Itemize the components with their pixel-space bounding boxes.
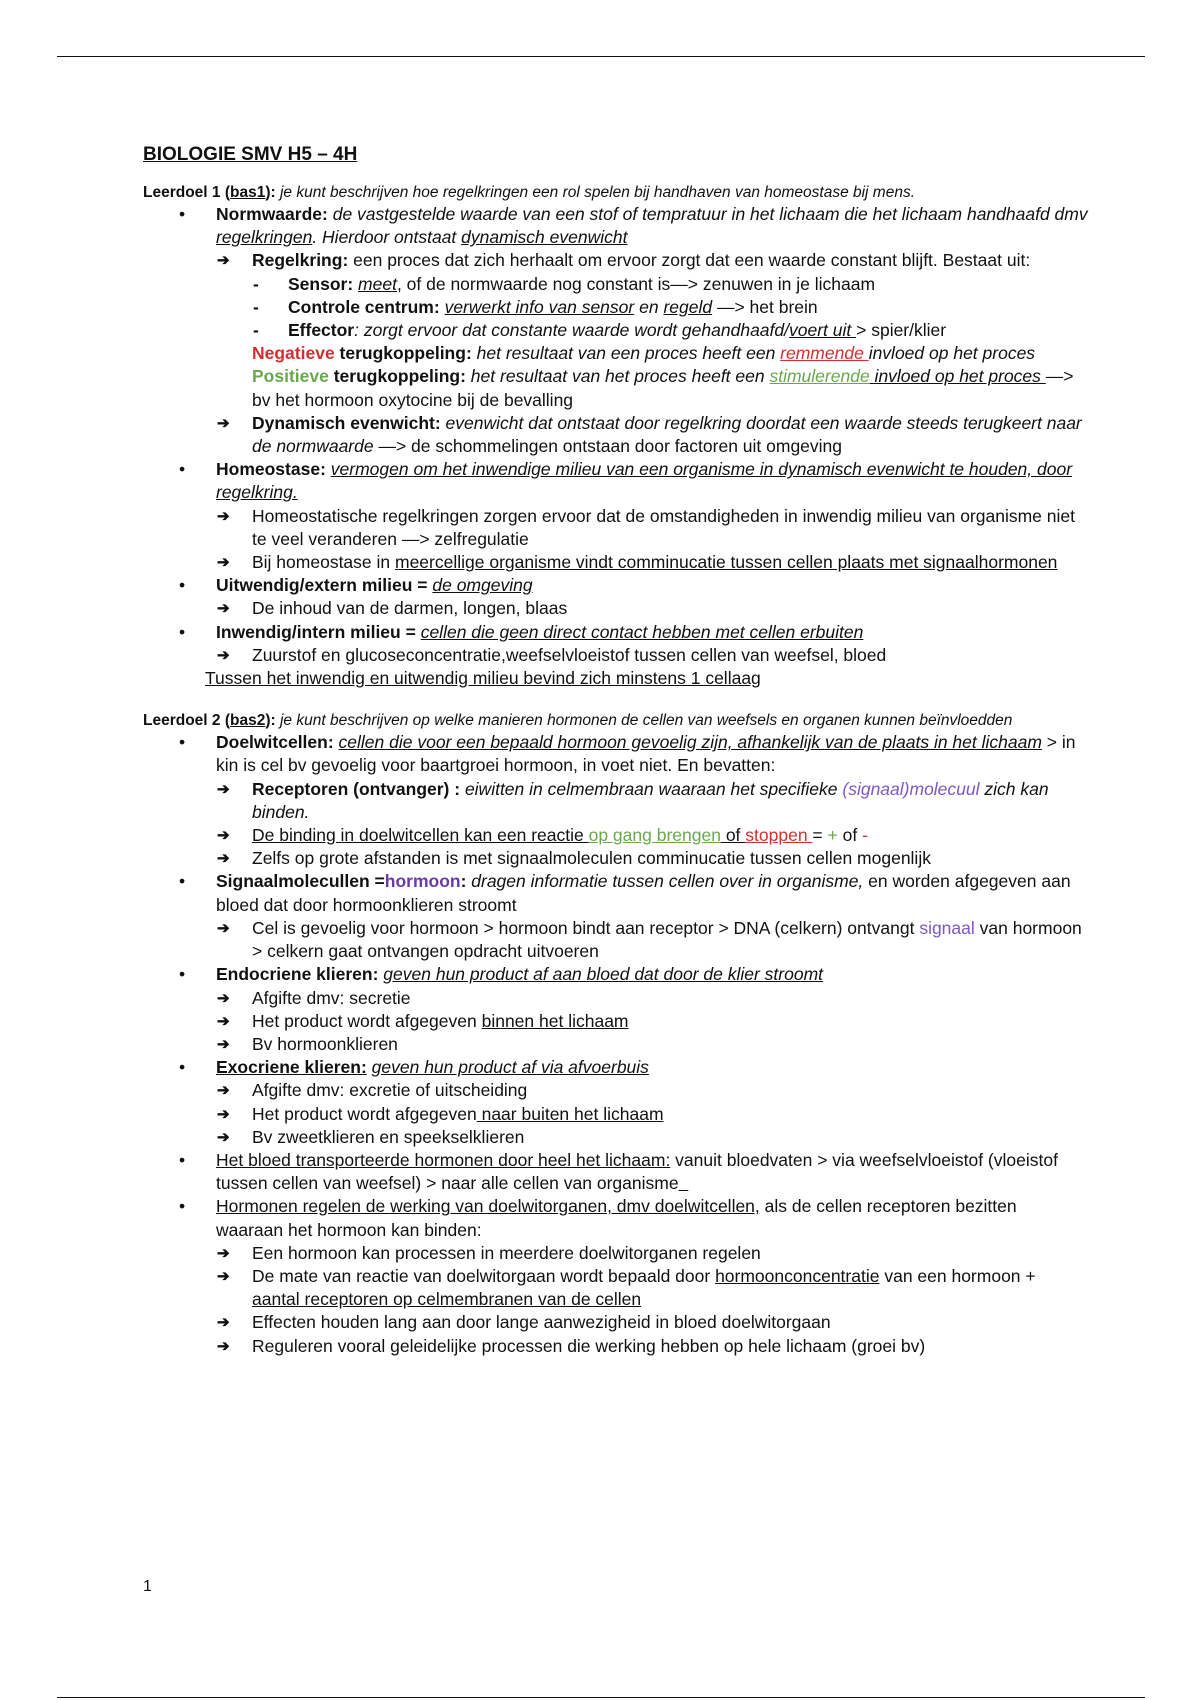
page-number: 1 <box>143 1578 152 1595</box>
hormonen-sub-4: ➔ Reguleren vooral geleidelijke processen die werking hebben op hele lichaam (groei bv) <box>143 1335 1088 1358</box>
hormonen-sub-1: ➔ Een hormoon kan processen in meerdere doelwitorganen regelen <box>143 1242 1088 1265</box>
footer-rule <box>57 1697 1145 1698</box>
binding-item: ➔ De binding in doelwitcellen kan een reactie op gang brengen of stoppen = + of - <box>143 824 1088 847</box>
doelwitcellen-item: • Doelwitcellen: cellen die voor een bepaald hormoon gevoelig zijn, afhankelijk van de plaats in het lichaam > in kin is cel bv gevoelig voor baartgroei hormoon, in voet niet. En bevatten: <box>143 731 1088 777</box>
exocriene-sub-2: ➔ Het product wordt afgegeven naar buiten het lichaam <box>143 1103 1088 1126</box>
bloed-transport-item: • Het bloed transporteerde hormonen door heel het lichaam: vanuit bloedvaten > via weefselvloeistof (vloeistof tussen cellen van weefsel) > naar alle cellen van organisme <box>143 1149 1088 1195</box>
effector-item: - Effector: zorgt ervoor dat constante waarde wordt gehandhaafd/voert uit > spier/klier <box>143 319 1088 342</box>
receptoren-item: ➔ Receptoren (ontvanger) : eiwitten in celmembraan waaraan het specifieke (signaal)molecuul zich kan binden. <box>143 778 1088 824</box>
normwaarde-item: • Normwaarde: de vastgestelde waarde van een stof of tempratuur in het lichaam die het lichaam handhaafd dmv regelkringen. Hierdoor ontstaat dynamisch evenwicht <box>143 203 1088 249</box>
endocriene-sub-2: ➔ Het product wordt afgegeven binnen het lichaam <box>143 1010 1088 1033</box>
header-rule <box>57 56 1145 57</box>
afstand-item: ➔ Zelfs op grote afstanden is met signaalmoleculen comminucatie tussen cellen mogenlijk <box>143 847 1088 870</box>
signaalmoleculen-item: • Signaalmolecullen =hormoon: dragen informatie tussen cellen over in organisme, en worden afgegeven aan bloed dat door hormoonklieren stroomt <box>143 870 1088 916</box>
negatieve-terugkoppeling: Negatieve terugkoppeling: het resultaat van een proces heeft een remmende invloed op het proces <box>252 343 1036 364</box>
cellaag-note: Tussen het inwendig en uitwendig milieu bevind zich minstens 1 cellaag <box>205 668 761 689</box>
document-body <box>143 142 1088 1358</box>
hormonen-sub-2: ➔ De mate van reactie van doelwitorgaan wordt bepaald door hormoonconcentratie van een hormoon + aantal receptoren op celmembranen van de cellen <box>143 1265 1088 1311</box>
homeostase-sub-2: ➔ Bij homeostase in meercellige organisme vindt comminucatie tussen cellen plaats met signaalhormonen <box>143 551 1088 574</box>
exocriene-sub-1: ➔ Afgifte dmv: excretie of uitscheiding <box>143 1079 1088 1102</box>
homeostase-sub-1: ➔ Homeostatische regelkringen zorgen ervoor dat de omstandigheden in inwendig milieu van organisme niet te veel veranderen —> zelfregulatie <box>143 505 1088 551</box>
controle-item: - Controle centrum: verwerkt info van sensor en regeld —> het brein <box>143 296 1088 319</box>
page-title: BIOLOGIE SMV H5 – 4H <box>143 144 358 165</box>
dynamisch-evenwicht-item: ➔ Dynamisch evenwicht: evenwicht dat ontstaat door regelkring doordat een waarde steeds terugkeert naar de normwaarde —> de schommelingen ontstaan door factoren uit omgeving <box>143 412 1088 458</box>
learning-goal-1: Leerdoel 1 (bas1): je kunt beschrijven hoe regelkringen een rol spelen bij handhaven van homeostase bij mens. <box>143 184 916 201</box>
hormonen-regelen-item: • Hormonen regelen de werking van doelwitorganen, dmv doelwitcellen, als de cellen receptoren bezitten waaraan het hormoon kan binden: <box>143 1195 1088 1241</box>
inwendig-milieu-item: • Inwendig/intern milieu = cellen die geen direct contact hebben met cellen erbuiten <box>143 621 1088 644</box>
learning-goal-2: Leerdoel 2 (bas2): je kunt beschrijven op welke manieren hormonen de cellen van weefsels en organen kunnen beïnvloedden <box>143 712 1013 730</box>
hormonen-sub-3: ➔ Effecten houden lang aan door lange aanwezigheid in bloed doelwitorgaan <box>143 1311 1088 1334</box>
regelkring-item: ➔ Regelkring: een proces dat zich herhaalt om ervoor zorgt dat een waarde constant blijft. Bestaat uit: <box>143 249 1088 272</box>
uitwendig-milieu-item: • Uitwendig/extern milieu = de omgeving <box>143 574 1088 597</box>
endocriene-klieren-item: • Endocriene klieren: geven hun product af aan bloed dat door de klier stroomt <box>143 963 1088 986</box>
cel-gevoelig-item: ➔ Cel is gevoelig voor hormoon > hormoon bindt aan receptor > DNA (celkern) ontvangt signaal van hormoon > celkern gaat ontvangen opdracht uitvoeren <box>143 917 1088 963</box>
inwendig-sub: ➔ Zuurstof en glucoseconcentratie,weefselvloeistof tussen cellen van weefsel, bloed <box>143 644 1088 667</box>
sensor-item: - Sensor: meet, of de normwaarde nog constant is—> zenuwen in je lichaam <box>143 273 1088 296</box>
homeostase-item: • Homeostase: vermogen om het inwendige milieu van een organisme in dynamisch evenwicht te houden, door regelkring. <box>143 458 1088 504</box>
endocriene-sub-1: ➔ Afgifte dmv: secretie <box>143 987 1088 1010</box>
endocriene-sub-3: ➔ Bv hormoonklieren <box>143 1033 1088 1056</box>
exocriene-klieren-item: • Exocriene klieren: geven hun product af via afvoerbuis <box>143 1056 1088 1079</box>
exocriene-sub-3: ➔ Bv zweetklieren en speekselklieren <box>143 1126 1088 1149</box>
uitwendig-sub: ➔ De inhoud van de darmen, longen, blaas <box>143 597 1088 620</box>
positieve-terugkoppeling: Positieve terugkoppeling: het resultaat van het proces heeft een stimulerende invloed op het proces —> bv het hormoon oxytocine bij de bevalling <box>252 366 1074 410</box>
